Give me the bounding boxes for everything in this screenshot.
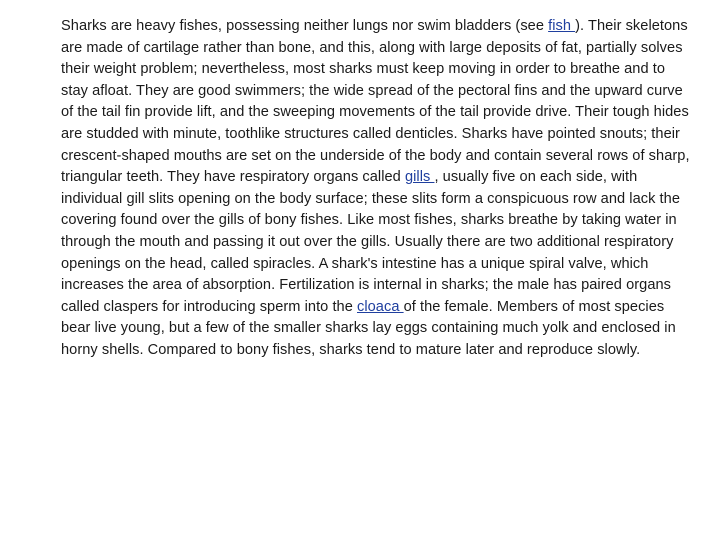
text-segment: Sharks are heavy fishes, possessing neither lungs nor swim bladders (see (61, 18, 549, 34)
link-fish[interactable]: fish (548, 18, 576, 34)
link-cloaca[interactable]: cloaca (357, 298, 404, 315)
body-paragraph (61, 16, 691, 362)
text-segment: , usually five on each side, with individual gill slits opening on the body surface; these slits form a conspicuous row and lack the covering found over the gills of bony fishes. Like most fishes, sharks breathe by taking water in through the mouth and passing it out over the gills. Usually there are two additional respiratory openings on the head, called spiracles. A shark's intestine has a unique spiral valve, which increases the area of absorption. Fertilization is internal in sharks; the male has paired organs called claspers for introducing sperm into the (61, 169, 680, 315)
document-page (61, 16, 691, 362)
text-segment: of the female. Members of most species bear live young, but a few of the smaller sharks lay eggs containing much yolk and enclosed in horny shells. Compared to bony fishes, sharks tend to mature later and reproduce slowly. (61, 298, 676, 358)
text-segment: ). Their skeletons are made of cartilage rather than bone, and this, along with large deposits of fat, partially solves their weight problem; nevertheless, most sharks must keep moving in order to breathe and to stay afloat. They are good swimmers; the wide spread of the pectoral fins and the upward curve of the tail fin provide lift, and the sweeping movements of the tail provide drive. Their tough hides are studded with minute, toothlike structures called denticles. Sharks have pointed snouts; their crescent-shaped mouths are set on the underside of the body and contain several rows of sharp, triangular teeth. They have respiratory organs called (61, 18, 690, 186)
link-gills[interactable]: gills (404, 169, 435, 186)
